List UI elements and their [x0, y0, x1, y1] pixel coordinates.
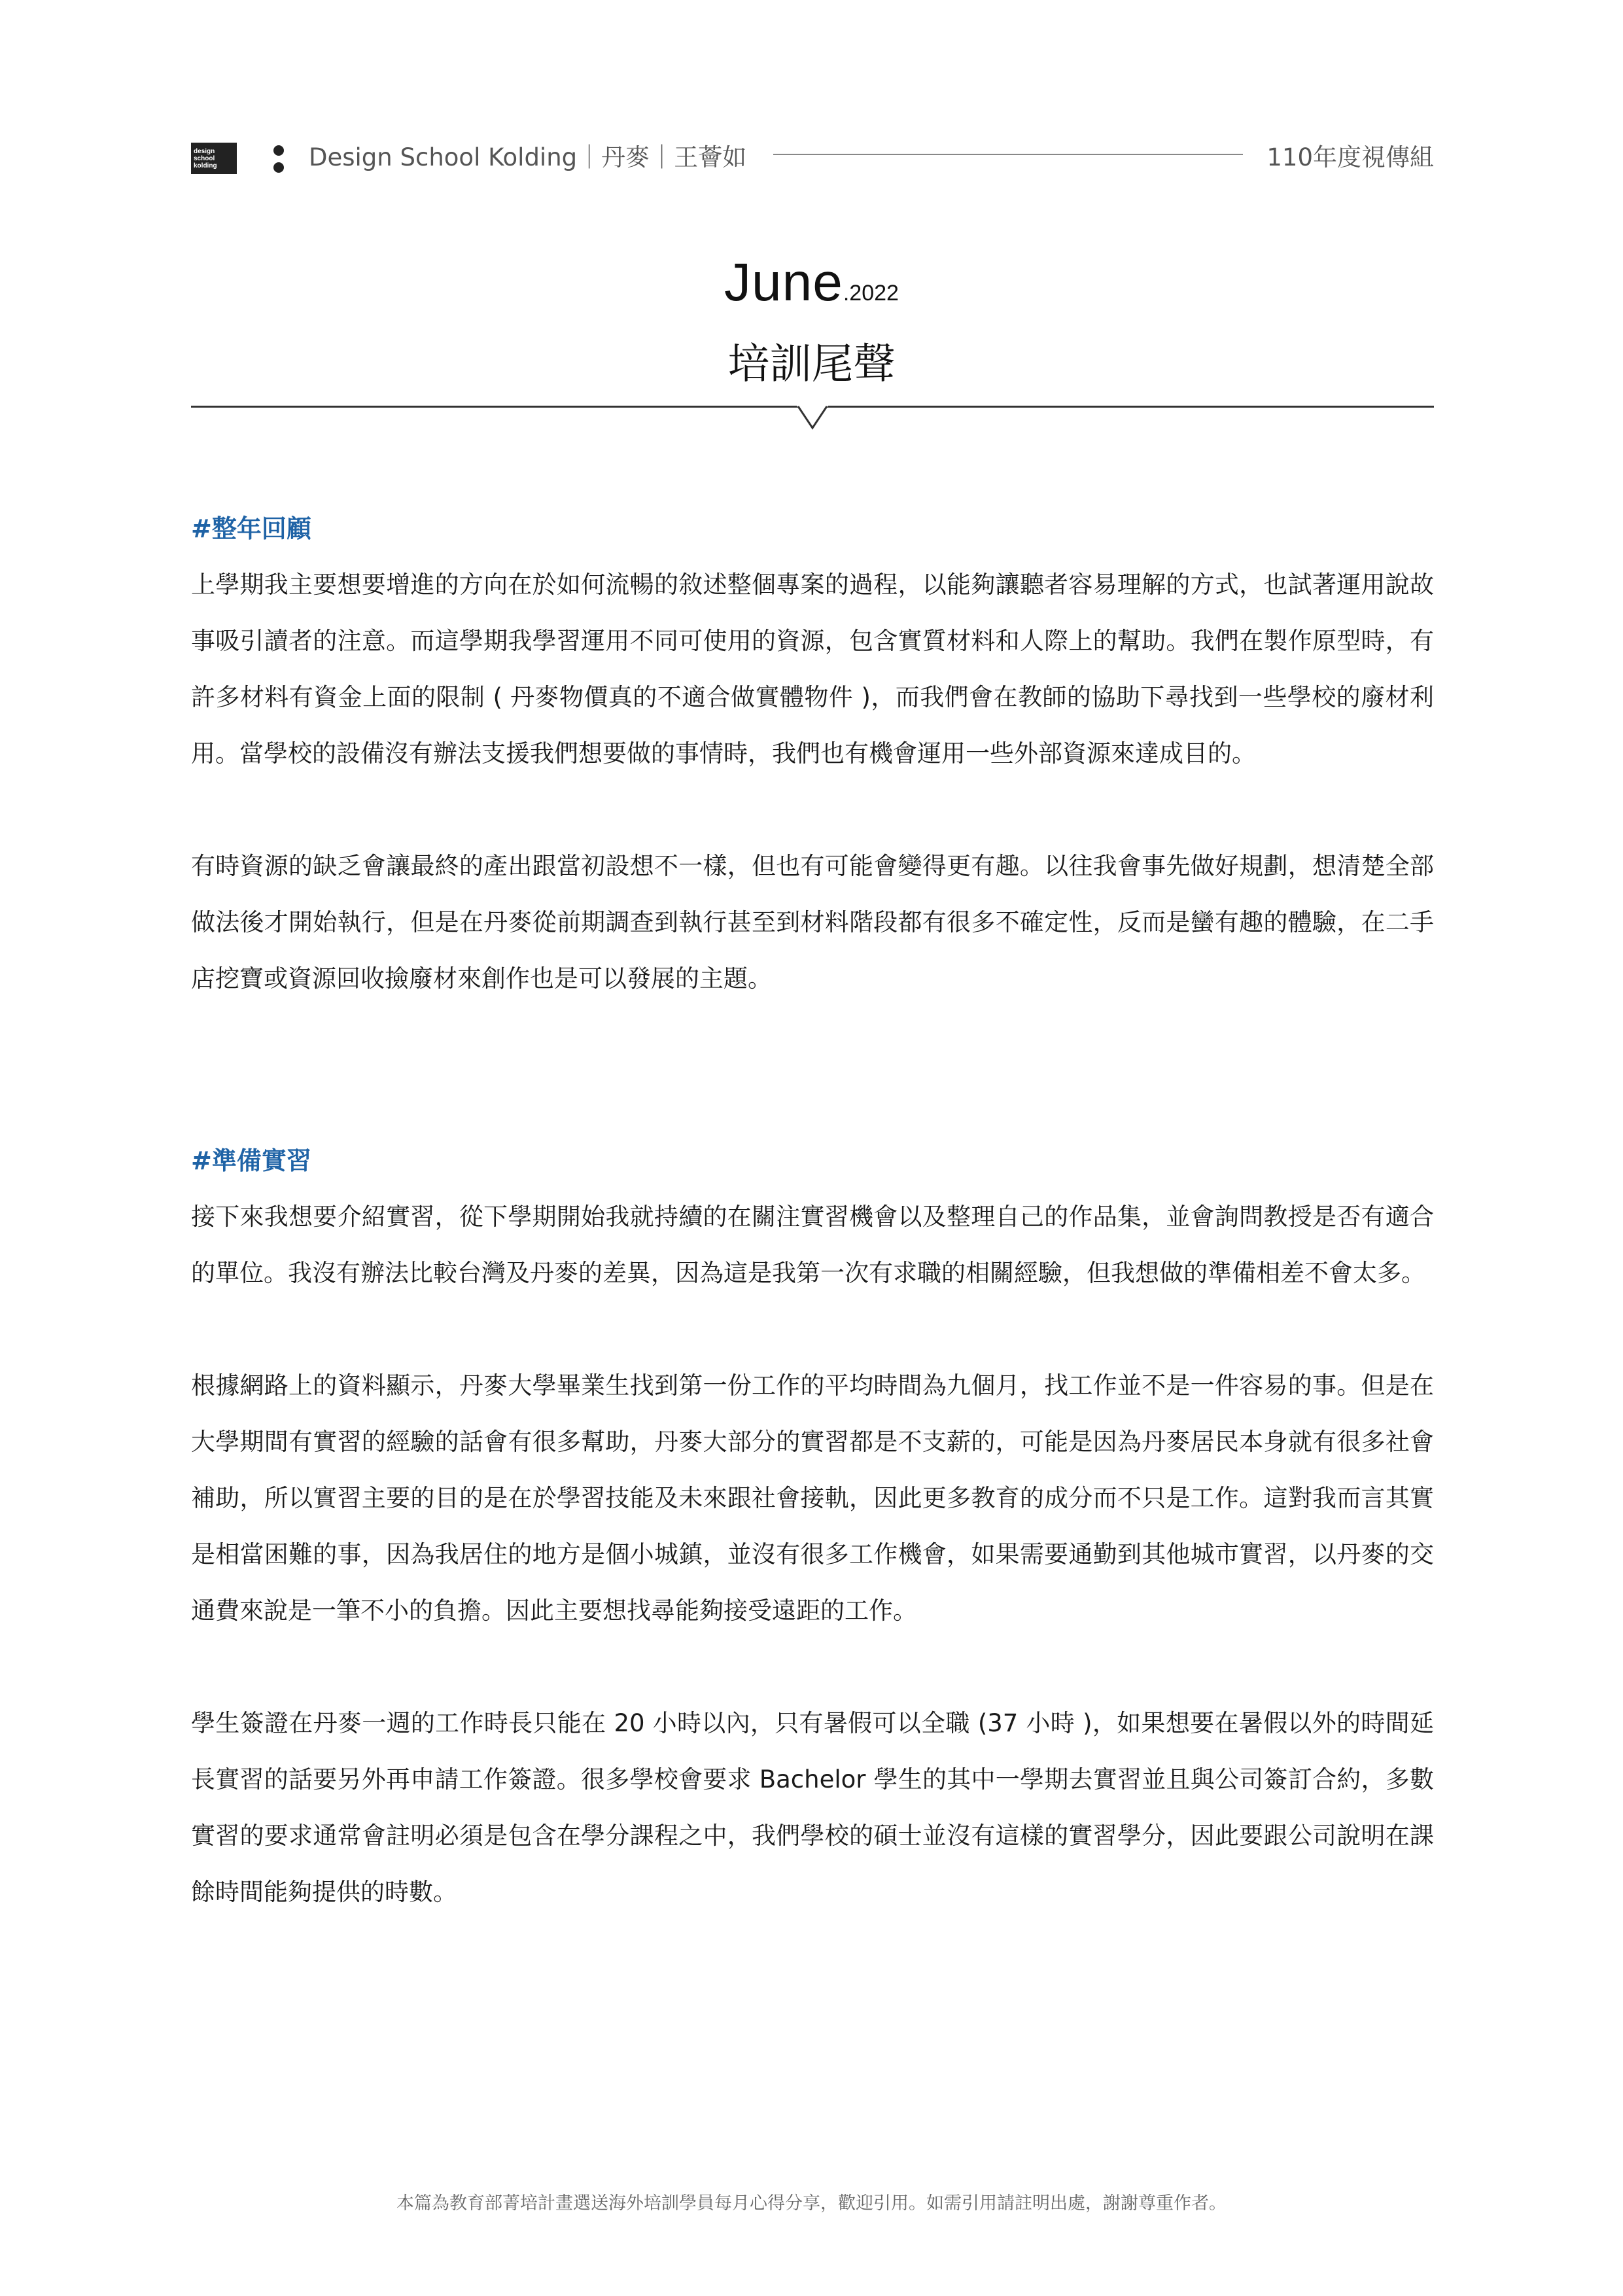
section-year-review	[191, 501, 1434, 1007]
paragraph: 學生簽證在丹麥一週的工作時長只能在 20 小時以內，只有暑假可以全職 (37 小時 )，如果想要在暑假以外的時間延長實習的話要另外再申請工作簽證。很多學校會要求 Bachelor 學生的其中一學期去實習並且與公司簽訂合約，多數實習的要求通常會註明必須是包含在學分課程之中，我們學校的碩士並沒有這樣的實習學分，因此要跟公司說明在課餘時間能夠提供的時數。	[191, 1709, 1434, 1906]
month-year: .2022	[843, 281, 899, 306]
paragraph: 根據網路上的資料顯示，丹麥大學畢業生找到第一份工作的平均時間為九個月，找工作並不是一件容易的事。但是在大學期間有實習的經驗的話會有很多幫助，丹麥大部分的實習都是不支薪的，可能是因為丹麥居民本身就有很多社會補助，所以實習主要的目的是在於學習技能及未來跟社會接軌，因此更多教育的成分而不只是工作。這對我而言其實是相當困難的事，因為我居住的地方是個小城鎮，並沒有很多工作機會，如果需要通勤到其他城市實習，以丹麥的交通費來說是一筆不小的負擔。因此主要想找尋能夠接受遠距的工作。	[191, 1371, 1434, 1625]
paragraph: 上學期我主要想要增進的方向在於如何流暢的敘述整個專案的過程，以能夠讓聽者容易理解的方式，也試著運用說故事吸引讀者的注意。而這學期我學習運用不同可使用的資源，包含實質材料和人際上的幫助。我們在製作原型時，有許多材料有資金上面的限制 ( 丹麥物價真的不適合做實體物件 )，而我們會在教師的協助下尋找到一些學校的廢材利用。當學校的設備沒有辦法支援我們想要做的事情時，我們也有機會運用一些外部資源來達成目的。	[191, 571, 1434, 768]
page-footer: 本篇為教育部菁培計畫選送海外培訓學員每月心得分享，歡迎引用。如需引用請註明出處，謝謝尊重作者。	[396, 2193, 1227, 2214]
logo-small-text: design school kolding	[194, 148, 217, 169]
design-school-kolding-logo	[191, 139, 289, 175]
paragraph: 有時資源的缺乏會讓最終的產出跟當初設想不一樣，但也有可能會變得更有趣。以往我會事先做好規劃，想清楚全部做法後才開始執行，但是在丹麥從前期調查到執行甚至到材料階段都有很多不確定性，反而是蠻有趣的體驗，在二手店挖寶或資源回收撿廢材來創作也是可以發展的主題。	[191, 852, 1434, 993]
logo-dot	[273, 145, 284, 156]
section-heading: #準備實習	[191, 1146, 311, 1175]
paragraph: 接下來我想要介紹實習，從下學期開始我就持續的在關注實習機會以及整理自己的作品集，並會詢問教授是否有適合的單位。我沒有辦法比較台灣及丹麥的差異，因為這是我第一次有求職的相關經驗，但我想做的準備相差不會太多。	[191, 1203, 1434, 1287]
month-heading	[0, 252, 1623, 313]
year-group-label: 110年度視傳組	[1266, 143, 1434, 171]
logo-block	[191, 143, 237, 174]
divider-notch-icon	[797, 400, 828, 432]
section-internship-prep	[191, 1133, 1434, 1920]
month-name: June	[724, 253, 843, 312]
page-header	[191, 131, 1434, 177]
org-label: Design School Kolding｜丹麥｜王薈如	[309, 143, 747, 171]
section-heading: #整年回顧	[191, 514, 311, 543]
logo-dot	[273, 162, 284, 173]
page-title: 培訓尾聲	[727, 340, 896, 389]
header-rule	[773, 154, 1243, 155]
